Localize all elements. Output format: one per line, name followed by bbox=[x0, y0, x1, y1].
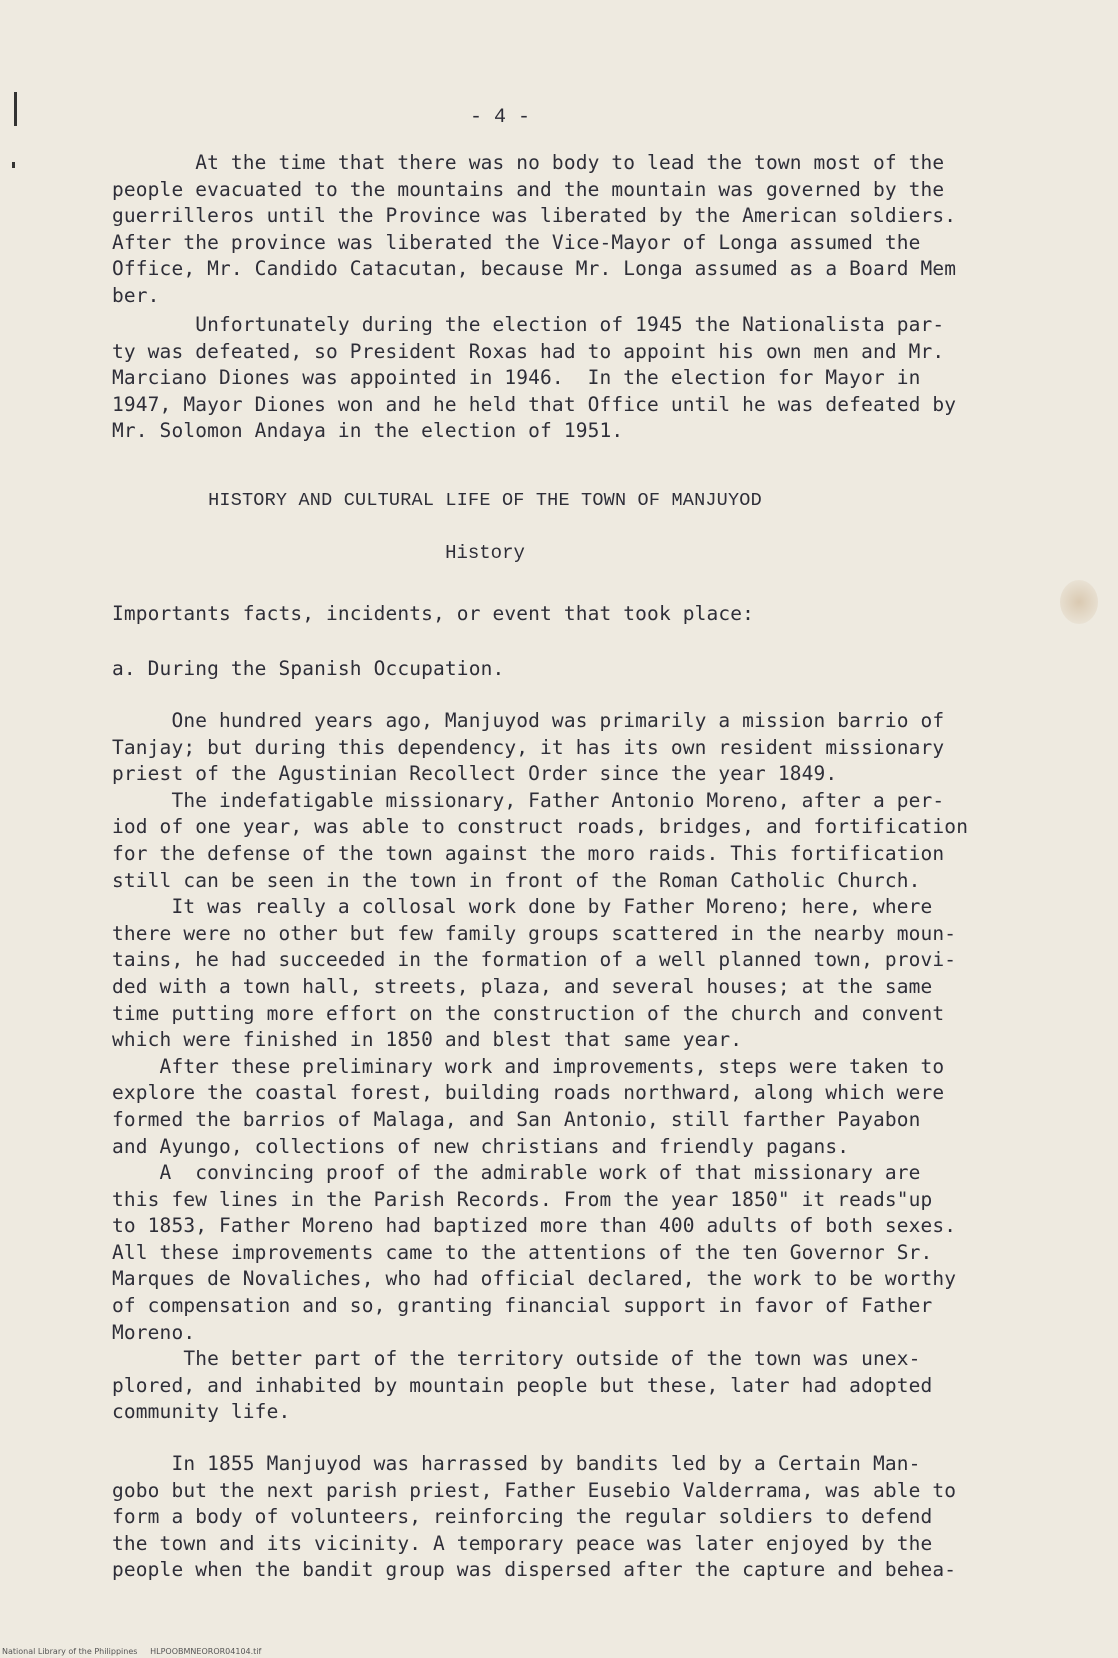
subheading-spanish-occupation: a. During the Spanish Occupation. bbox=[112, 657, 505, 680]
paper-stain bbox=[1060, 580, 1098, 624]
paragraph-bandits: In 1855 Manjuyod was harrassed by bandits led by a Certain Man- gobo but the next parish priest, Father Eusebio Valderrama, was able to form a body of volunteers, reinforcing the regular soldiers to defend the town and its vicinity. A temporary peace was later enjoyed by the people when the bandit group was dispersed after the capture and behea- bbox=[112, 1452, 957, 1582]
paragraph-election: Unfortunately during the election of 1945 the Nationalista par- ty was defeated, so President Roxas had to appoint his own men and Mr. Marciano Diones was appointed in 1946. In the election for Mayor in 1947, Mayor Diones won and he held that Office until he was defeated by Mr. Solomon Andaya in the election of 1951. bbox=[112, 313, 957, 443]
intro-line: Importants facts, incidents, or event that took place: bbox=[112, 602, 755, 625]
page-number: - 4 - bbox=[469, 106, 530, 129]
footer-source: National Library of the Philippines HLPOOBMNEOROR04104.tif bbox=[2, 1647, 262, 1656]
section-title: HISTORY AND CULTURAL LIFE OF THE TOWN OF MANJUYOD bbox=[208, 490, 762, 511]
binding-mark bbox=[12, 162, 15, 168]
section-subtitle: History bbox=[445, 542, 525, 564]
paragraph-mission-history: One hundred years ago, Manjuyod was primarily a mission barrio of Tanjay; but during this dependency, it has its own resident missionary priest of the Agustinian Recollect Order since the year 1849. The indefatigable missionary, Father Antonio Moreno, after a per- iod of one year, was able to construct roads, bridges, and fortification for the defense of the town against the moro raids. This fortification still can be seen in the town in front of the Roman Catholic Church. It was really a collosal work done by Father Moreno; here, where there were no other but few family groups scattered in the nearby moun- tains, he had succeeded in the formation of a well planned town, provi- ded with a town hall, streets, plaza, and several houses; at the same time putting more effort on the construction of the church and convent which were finished in 1850 and blest that same year. After these preliminary work and improvements, steps were taken to explore the coastal forest, building roads northward, along which were formed the barrios of Malaga, and San Antonio, still farther Payabon and Ayungo, collections of new christians and friendly pagans. A convincing proof of the admirable work of that missionary are this few lines in the Parish Records. From the year 1850" it reads"up to 1853, Father Moreno had baptized more than 400 adults of both sexes. All these improvements came to the attentions of the ten Governor Sr. Marques de Novaliches, who had official declared, the work to be worthy of compensation and so, granting financial support in favor of Father Moreno. The better part of the territory outside of the town was unex- plored, and inhabited by mountain people but these, later had adopted community life. bbox=[112, 709, 969, 1424]
paragraph-evacuation: At the time that there was no body to lead the town most of the people evacuated to the mountains and the mountain was governed by the guerrilleros until the Province was liberated by the American soldiers. After the province was liberated the Vice-Mayor of Longa assumed the Office, Mr. Candido Catacutan, because Mr. Longa assumed as a Board Mem ber. bbox=[112, 151, 957, 307]
